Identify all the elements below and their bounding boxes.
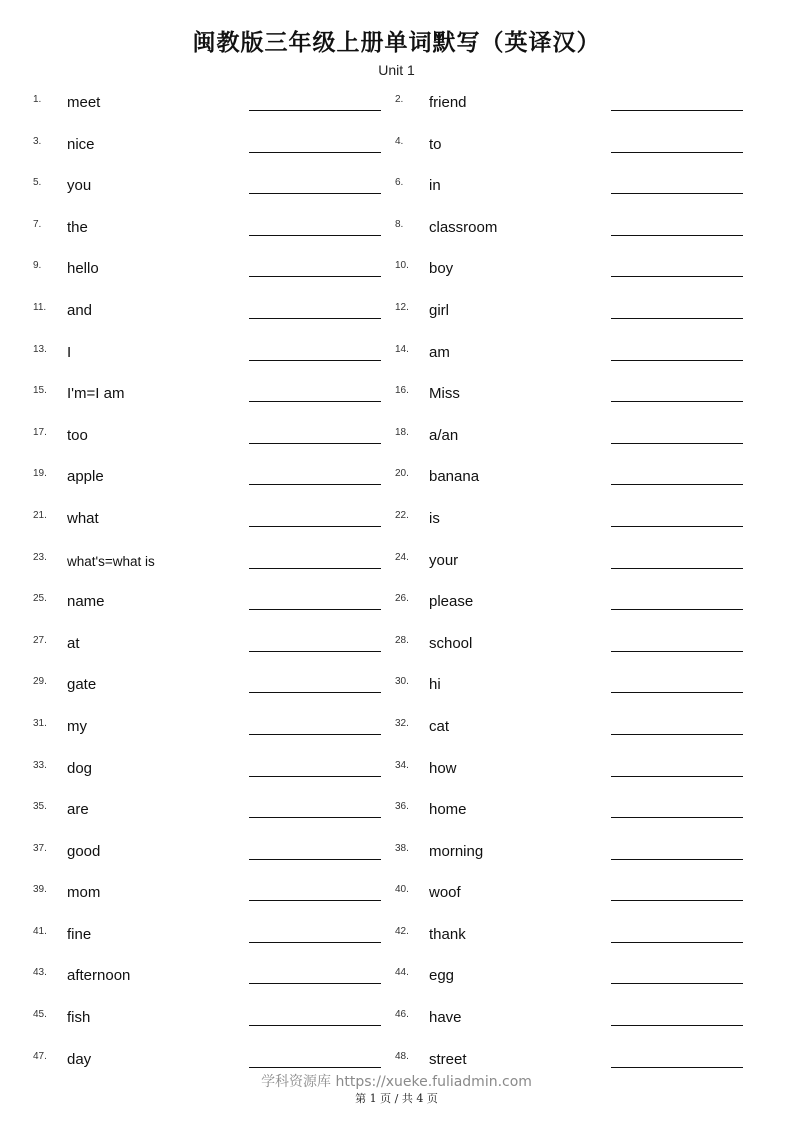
english-word: am — [429, 343, 450, 361]
item-number: 42. — [395, 925, 409, 937]
answer-blank-line[interactable] — [611, 360, 743, 361]
answer-blank-line[interactable] — [249, 776, 381, 777]
word-row — [395, 219, 755, 261]
word-row — [395, 468, 755, 510]
answer-blank-line[interactable] — [611, 526, 743, 527]
english-word: is — [429, 509, 440, 527]
word-row — [33, 635, 393, 677]
answer-blank-line[interactable] — [611, 942, 743, 943]
item-number: 21. — [33, 509, 47, 521]
item-number: 5. — [33, 177, 42, 189]
item-number: 16. — [395, 385, 409, 397]
item-number: 7. — [33, 218, 42, 230]
english-word: hello — [67, 260, 99, 278]
english-word: how — [429, 759, 457, 777]
item-number: 44. — [395, 967, 409, 979]
word-row — [33, 552, 393, 594]
word-row — [33, 884, 393, 926]
item-number: 1. — [33, 94, 42, 105]
english-word: have — [429, 1009, 462, 1027]
english-word: boy — [429, 260, 454, 278]
answer-blank-line[interactable] — [249, 568, 381, 569]
answer-blank-line[interactable] — [611, 110, 743, 111]
answer-blank-line[interactable] — [611, 859, 743, 860]
word-row — [33, 676, 393, 718]
word-row — [395, 760, 755, 802]
english-word: classroom — [429, 218, 498, 236]
word-row — [395, 385, 755, 427]
item-number: 45. — [33, 1009, 47, 1021]
item-number: 14. — [395, 343, 409, 355]
answer-blank-line[interactable] — [611, 193, 743, 194]
word-row — [33, 926, 393, 968]
answer-blank-line[interactable] — [611, 152, 743, 153]
answer-blank-line[interactable] — [611, 568, 743, 569]
word-row — [395, 884, 755, 926]
answer-blank-line[interactable] — [611, 609, 743, 610]
word-row — [33, 260, 393, 302]
answer-blank-line[interactable] — [249, 152, 381, 153]
answer-blank-line[interactable] — [249, 651, 381, 652]
english-word: banana — [429, 468, 480, 486]
item-number: 23. — [33, 551, 47, 563]
english-word: in — [429, 177, 441, 195]
item-number: 36. — [395, 801, 409, 813]
english-word: dog — [67, 759, 93, 777]
word-row — [33, 718, 393, 760]
word-row — [395, 94, 755, 136]
english-word: afternoon — [67, 967, 131, 985]
answer-blank-line[interactable] — [611, 1067, 743, 1068]
word-row — [33, 760, 393, 802]
english-word: girl — [429, 301, 450, 319]
english-word: your — [429, 551, 459, 569]
answer-blank-line[interactable] — [249, 484, 381, 485]
english-word: day — [67, 1050, 92, 1068]
item-number: 26. — [395, 593, 409, 605]
english-word: you — [67, 177, 92, 195]
answer-blank-line[interactable] — [249, 193, 381, 194]
answer-blank-line[interactable] — [249, 110, 381, 111]
word-row — [33, 177, 393, 219]
english-word: apple — [67, 468, 104, 486]
answer-blank-line[interactable] — [249, 360, 381, 361]
word-row — [395, 593, 755, 635]
item-number: 34. — [395, 759, 409, 771]
english-word: my — [67, 717, 87, 735]
item-number: 10. — [395, 260, 409, 272]
item-number: 25. — [33, 593, 47, 605]
english-word: mom — [67, 884, 101, 902]
english-word: at — [67, 634, 80, 652]
item-number: 3. — [33, 135, 42, 147]
answer-blank-line[interactable] — [249, 235, 381, 236]
english-word: nice — [67, 135, 95, 153]
item-number: 37. — [33, 842, 47, 854]
answer-blank-line[interactable] — [611, 734, 743, 735]
unit-subtitle: Unit 1 — [378, 62, 415, 78]
left-word-column — [33, 94, 393, 1092]
item-number: 9. — [33, 260, 42, 272]
word-row — [395, 302, 755, 344]
answer-blank-line[interactable] — [611, 276, 743, 277]
answer-blank-line[interactable] — [249, 276, 381, 277]
word-row — [395, 552, 755, 594]
item-number: 31. — [33, 717, 47, 729]
answer-blank-line[interactable] — [611, 651, 743, 652]
item-number: 13. — [33, 343, 47, 355]
answer-blank-line[interactable] — [611, 235, 743, 236]
word-row — [33, 427, 393, 469]
english-word: morning — [429, 842, 484, 860]
answer-blank-line[interactable] — [611, 1025, 743, 1026]
english-word: the — [67, 218, 88, 236]
answer-blank-line[interactable] — [249, 609, 381, 610]
english-word: I — [67, 343, 72, 361]
answer-blank-line[interactable] — [611, 983, 743, 984]
item-number: 24. — [395, 551, 409, 563]
english-word: school — [429, 634, 473, 652]
item-number: 30. — [395, 676, 409, 688]
footer-site-watermark: 学科资源库 https://xueke.fuliadmin.com — [261, 1074, 532, 1090]
word-row — [395, 510, 755, 552]
word-row — [395, 1009, 755, 1051]
item-number: 8. — [395, 218, 404, 230]
english-word: street — [429, 1050, 467, 1068]
word-row — [395, 926, 755, 968]
answer-blank-line[interactable] — [249, 318, 381, 319]
word-row — [33, 843, 393, 885]
item-number: 43. — [33, 967, 47, 979]
answer-blank-line[interactable] — [249, 734, 381, 735]
word-row — [395, 427, 755, 469]
item-number: 12. — [395, 301, 409, 313]
english-word: and — [67, 301, 93, 319]
answer-blank-line[interactable] — [249, 1025, 381, 1026]
word-row — [33, 94, 393, 136]
item-number: 11. — [33, 301, 47, 313]
answer-blank-line[interactable] — [611, 443, 743, 444]
word-row — [33, 136, 393, 178]
item-number: 35. — [33, 801, 47, 813]
english-word: a/an — [429, 426, 459, 444]
word-row — [33, 219, 393, 261]
item-number: 20. — [395, 468, 409, 480]
word-row — [33, 385, 393, 427]
english-word: are — [67, 801, 89, 819]
answer-blank-line[interactable] — [249, 900, 381, 901]
word-row — [33, 510, 393, 552]
english-word: name — [67, 593, 105, 611]
english-word: to — [429, 135, 442, 153]
item-number: 28. — [395, 634, 409, 646]
answer-blank-line[interactable] — [249, 1067, 381, 1068]
item-number: 18. — [395, 426, 409, 438]
answer-blank-line[interactable] — [611, 318, 743, 319]
english-word: what's=what is — [67, 553, 155, 569]
item-number: 33. — [33, 759, 47, 771]
english-word: egg — [429, 967, 455, 985]
answer-blank-line[interactable] — [611, 776, 743, 777]
english-word: please — [429, 593, 474, 611]
answer-blank-line[interactable] — [611, 900, 743, 901]
word-row — [33, 468, 393, 510]
item-number: 17. — [33, 426, 47, 438]
word-row — [33, 801, 393, 843]
answer-blank-line[interactable] — [611, 484, 743, 485]
answer-blank-line[interactable] — [611, 817, 743, 818]
english-word: woof — [429, 884, 461, 902]
answer-blank-line[interactable] — [611, 401, 743, 402]
item-number: 15. — [33, 385, 47, 397]
word-row — [395, 177, 755, 219]
item-number: 40. — [395, 884, 409, 896]
item-number: 4. — [395, 135, 404, 147]
english-word: hi — [429, 676, 441, 694]
item-number: 27. — [33, 634, 47, 646]
item-number: 39. — [33, 884, 47, 896]
answer-blank-line[interactable] — [249, 526, 381, 527]
english-word: fine — [67, 925, 92, 943]
answer-blank-line[interactable] — [249, 817, 381, 818]
english-word: Miss — [429, 385, 460, 403]
word-row — [395, 136, 755, 178]
word-row — [33, 967, 393, 1009]
answer-blank-line[interactable] — [249, 942, 381, 943]
english-word: I'm=I am — [67, 385, 125, 403]
item-number: 41. — [33, 925, 47, 937]
page-title: 闽教版三年级上册单词默写（英译汉） — [192, 29, 601, 56]
answer-blank-line[interactable] — [249, 983, 381, 984]
english-word: gate — [67, 676, 97, 694]
word-row — [395, 718, 755, 760]
english-word: good — [67, 842, 101, 860]
english-word: what — [67, 509, 99, 527]
word-row — [395, 260, 755, 302]
english-word: cat — [429, 717, 450, 735]
answer-blank-line[interactable] — [249, 443, 381, 444]
word-row — [395, 967, 755, 1009]
english-word: too — [67, 426, 88, 444]
english-word: friend — [429, 94, 467, 111]
word-row — [395, 676, 755, 718]
item-number: 48. — [395, 1050, 409, 1062]
item-number: 2. — [395, 94, 404, 105]
item-number: 46. — [395, 1009, 409, 1021]
item-number: 6. — [395, 177, 404, 189]
answer-blank-line[interactable] — [249, 859, 381, 860]
right-word-column — [395, 94, 755, 1092]
answer-blank-line[interactable] — [611, 692, 743, 693]
word-row — [33, 593, 393, 635]
english-word: meet — [67, 94, 101, 111]
word-row — [395, 344, 755, 386]
answer-blank-line[interactable] — [249, 692, 381, 693]
item-number: 19. — [33, 468, 47, 480]
footer-page-number: 第 1 页 / 共 4 页 — [355, 1092, 438, 1105]
answer-blank-line[interactable] — [249, 401, 381, 402]
item-number: 22. — [395, 509, 409, 521]
word-row — [33, 1009, 393, 1051]
word-row — [33, 302, 393, 344]
english-word: home — [429, 801, 467, 819]
english-word: thank — [429, 925, 466, 943]
item-number: 47. — [33, 1050, 47, 1062]
word-row — [395, 635, 755, 677]
item-number: 29. — [33, 676, 47, 688]
item-number: 32. — [395, 717, 409, 729]
english-word: fish — [67, 1009, 91, 1027]
word-row — [33, 344, 393, 386]
word-row — [395, 801, 755, 843]
word-row — [395, 843, 755, 885]
item-number: 38. — [395, 842, 409, 854]
